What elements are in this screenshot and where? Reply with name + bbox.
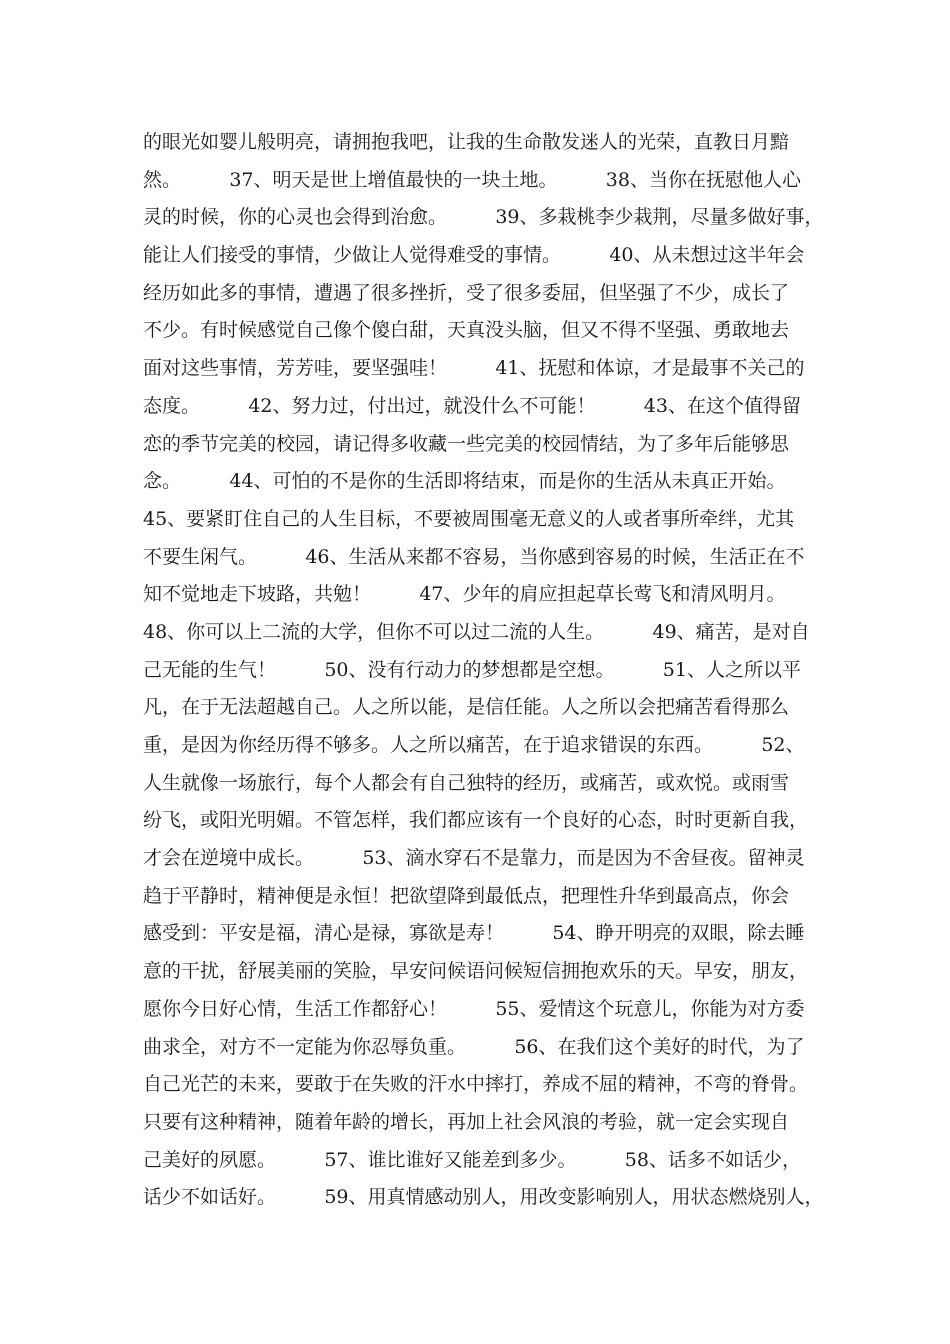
text-line: 重，是因为你经历得不够多。人之所以痛苦，在于追求错误的东西。 52、 [143,734,805,756]
text-line: 己美好的夙愿。 57、谁比谁好又能差到多少。 58、话多不如话少， [143,1148,801,1171]
text-line: 趋于平静时，精神便是永恒！把欲望降到最低点，把理性升华到最高点，你会 [143,884,790,907]
text-line: 纷飞，或阳光明媚。不管怎样，我们都应该有一个良好的心态，时时更新自我， [143,809,809,832]
text-line: 凡，在于无法超越自己。人之所以能，是信任能。人之所以会把痛苦看得那么 [143,696,790,719]
text-line: 己无能的生气！ 50、没有行动力的梦想都是空想。 51、人之所以平 [143,658,801,681]
text-line: 的眼光如婴儿般明亮，请拥抱我吧，让我的生命散发迷人的光荣，直教日月黯 [143,131,790,153]
text-line: 只要有这种精神，随着年龄的增长，再加上社会风浪的考验，就一定会实现自 [143,1110,790,1133]
text-line: 人生就像一场旅行，每个人都会有自己独特的经历，或痛苦，或欢悦。或雨雪 [143,771,790,794]
body-text [143,124,843,1217]
text-line: 意的干扰，舒展美丽的笑脸，早安问候语问候短信拥抱欢乐的天。早安，朋友， [143,960,809,983]
text-line: 经历如此多的事情，遭遇了很多挫折，受了很多委屈，但坚强了不少，成长了 [143,281,790,304]
text-line: 能让人们接受的事情，少做让人觉得难受的事情。 40、从未想过这半年会 [143,244,805,267]
text-line: 话少不如话好。 59、用真情感动别人，用改变影响别人，用状态燃烧别人， [143,1186,824,1209]
text-line: 愿你今日好心情，生活工作都舒心！ 55、爱情这个玩意儿，你能为对方委 [143,997,805,1020]
text-line: 48、你可以上二流的大学，但你不可以过二流的人生。 49、痛苦，是对自 [143,620,810,643]
text-line: 感受到：平安是福，清心是禄，寡欲是寿！ 54、睁开明亮的双眼，除去睡 [143,922,805,945]
text-line: 然。 37、明天是世上增值最快的一块土地。 38、当你在抚慰他人心 [143,168,801,191]
text-line: 灵的时候，你的心灵也会得到治愈。 39、多栽桃李少栽荆，尽量多做好事， [143,206,824,229]
text-line: 知不觉地走下坡路，共勉！ 47、少年的肩应担起草长莺飞和清风明月。 [143,583,786,606]
text-line: 才会在逆境中成长。 53、滴水穿石不是靠力，而是因为不舍昼夜。留神灵 [143,847,805,870]
text-line: 恋的季节完美的校园，请记得多收藏一些完美的校园情结，为了多年后能够思 [143,432,790,455]
text-line: 45、要紧盯住自己的人生目标，不要被周围毫无意义的人或者事所牵绊，尤其 [143,507,795,530]
text-line: 曲求全，对方不一定能为你忍辱负重。 56、在我们这个美好的时代，为了 [143,1035,805,1058]
text-line: 态度。 42、努力过，付出过，就没什么不可能！ 43、在这个值得留 [143,394,801,417]
text-line: 面对这些事情，芳芳哇，要坚强哇！ 41、抚慰和体谅，才是最事不关己的 [143,357,805,380]
text-line: 念。 44、可怕的不是你的生活即将结束，而是你的生活从未真正开始。 [143,470,786,493]
text-line: 不要生闲气。 46、生活从来都不容易，当你感到容易的时候，生活正在不 [143,545,805,568]
text-line: 自己光芒的未来，要敢于在失败的汗水中摔打，养成不屈的精神，不弯的脊骨。 [143,1073,809,1096]
text-line: 不少。有时候感觉自己像个傻白甜，天真没头脑，但又不得不坚强、勇敢地去 [143,319,790,342]
